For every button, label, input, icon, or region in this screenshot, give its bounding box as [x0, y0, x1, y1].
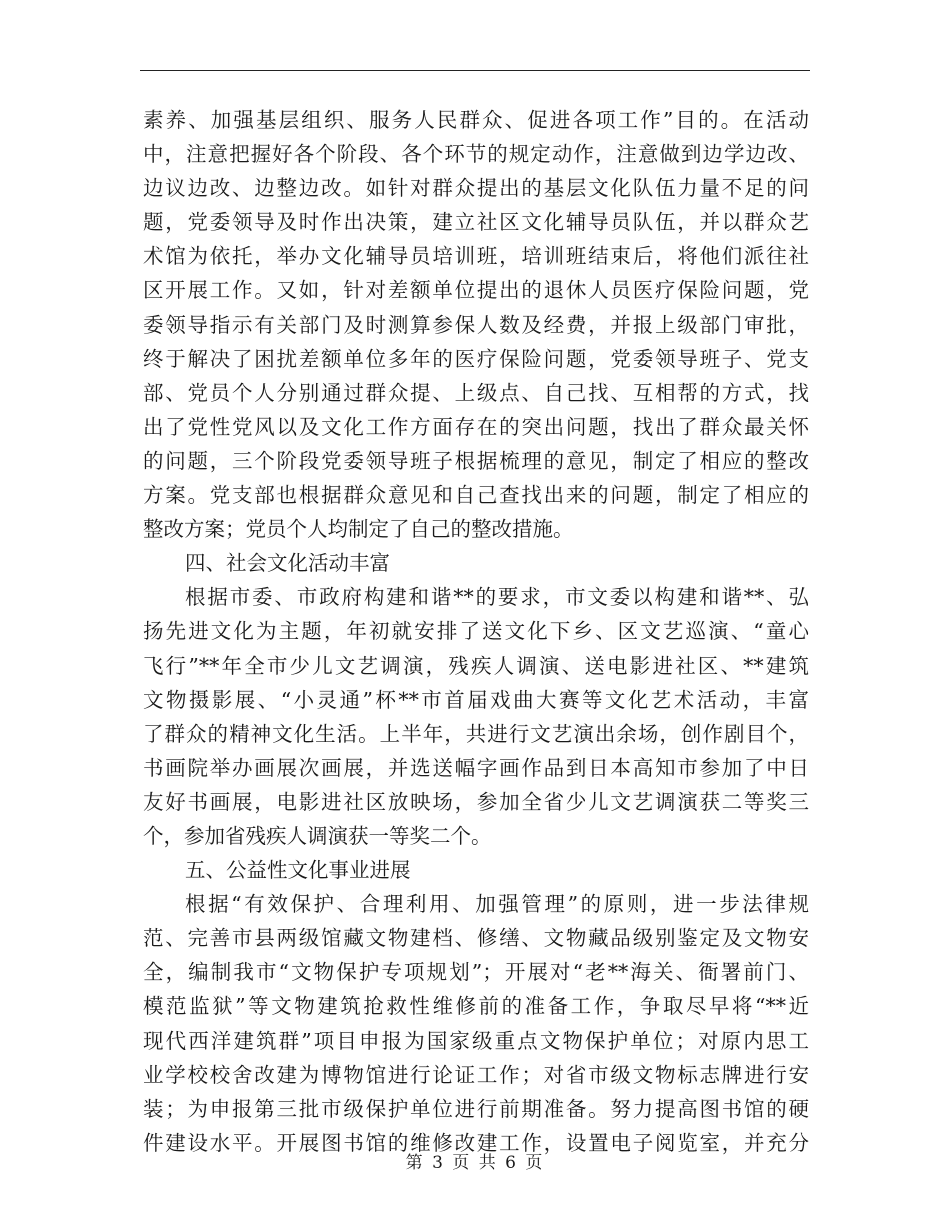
text-line: 个，参加省残疾人调演获一等奖二个。	[143, 823, 492, 848]
text-line: 素养、加强基层组织、服务人民群众、促进各项工作”目的。在活动	[143, 108, 809, 132]
text-line: 方案。党支部也根据群众意见和自己查找出来的问题，制定了相应的	[143, 483, 809, 508]
text-line: 委领导指示有关部门及时测算参保人数及经费，并报上级部门审批，	[143, 312, 809, 337]
text-line: 飞行”**年全市少儿文艺调演，残疾人调演、送电影进社区、**建筑	[143, 653, 809, 678]
text-line: 终于解决了困扰差额单位多年的医疗保险问题，党委领导班子、党支	[143, 346, 809, 371]
text-line: 中，注意把握好各个阶段、各个环节的规定动作，注意做到边学边改、	[143, 142, 809, 167]
section-heading: 四、社会文化活动丰富	[185, 551, 390, 576]
text-line: 书画院举办画展次画展，并选送幅字画作品到日本高知市参加了中日	[143, 755, 809, 780]
text-line: 装；为申报第三批市级保护单位进行前期准备。努力提高图书馆的硬	[143, 1096, 809, 1121]
text-line: 边议边改、边整边改。如针对群众提出的基层文化队伍力量不足的问	[143, 176, 809, 201]
text-line: 题，党委领导及时作出决策，建立社区文化辅导员队伍，并以群众艺	[143, 210, 809, 235]
page-number: 第 3 页 共 6 页	[405, 1153, 545, 1173]
text-line: 件建设水平。开展图书馆的维修改建工作，设置电子阅览室，并充分	[143, 1130, 809, 1155]
text-line: 友好书画展，电影进社区放映场，参加全省少儿文艺调演获二等奖三	[143, 789, 809, 814]
text-line: 根据“有效保护、合理利用、加强管理”的原则，进一步法律规	[185, 892, 809, 917]
text-line: 根据市委、市政府构建和谐**的要求，市文委以构建和谐**、弘	[185, 585, 809, 610]
text-line: 模范监狱”等文物建筑抢救性维修前的准备工作，争取尽早将“**近	[143, 994, 809, 1019]
header-rule	[140, 70, 810, 71]
text-line: 业学校校舍改建为博物馆进行论证工作；对省市级文物标志牌进行安	[143, 1062, 809, 1087]
text-line: 全，编制我市“文物保护专项规划”；开展对“老**海关、衙署前门、	[143, 960, 809, 985]
section-heading: 五、公益性文化事业进展	[185, 858, 411, 883]
text-line: 部、党员个人分别通过群众提、上级点、自己找、互相帮的方式，找	[143, 380, 809, 405]
text-line: 区开展工作。又如，针对差额单位提出的退休人员医疗保险问题，党	[143, 278, 809, 303]
text-line: 文物摄影展、“小灵通”杯**市首届戏曲大赛等文化艺术活动，丰富	[143, 687, 809, 712]
text-line: 的问题，三个阶段党委领导班子根据梳理的意见，制定了相应的整改	[143, 448, 809, 473]
text-line: 现代西洋建筑群”项目申报为国家级重点文物保护单位；对原内思工	[143, 1028, 809, 1053]
document-body	[143, 103, 809, 1160]
text-line: 范、完善市县两级馆藏文物建档、修缮、文物藏品级别鉴定及文物安	[143, 926, 809, 951]
text-line: 了群众的精神文化生活。上半年，共进行文艺演出余场，创作剧目个，	[143, 721, 809, 746]
text-line: 整改方案；党员个人均制定了自己的整改措施。	[143, 517, 574, 542]
text-line: 扬先进文化为主题，年初就安排了送文化下乡、区文艺巡演、“童心	[143, 619, 809, 644]
text-line: 术馆为依托，举办文化辅导员培训班，培训班结束后，将他们派往社	[143, 244, 809, 269]
text-line: 出了党性党风以及文化工作方面存在的突出问题，找出了群众最关怀	[143, 414, 809, 439]
